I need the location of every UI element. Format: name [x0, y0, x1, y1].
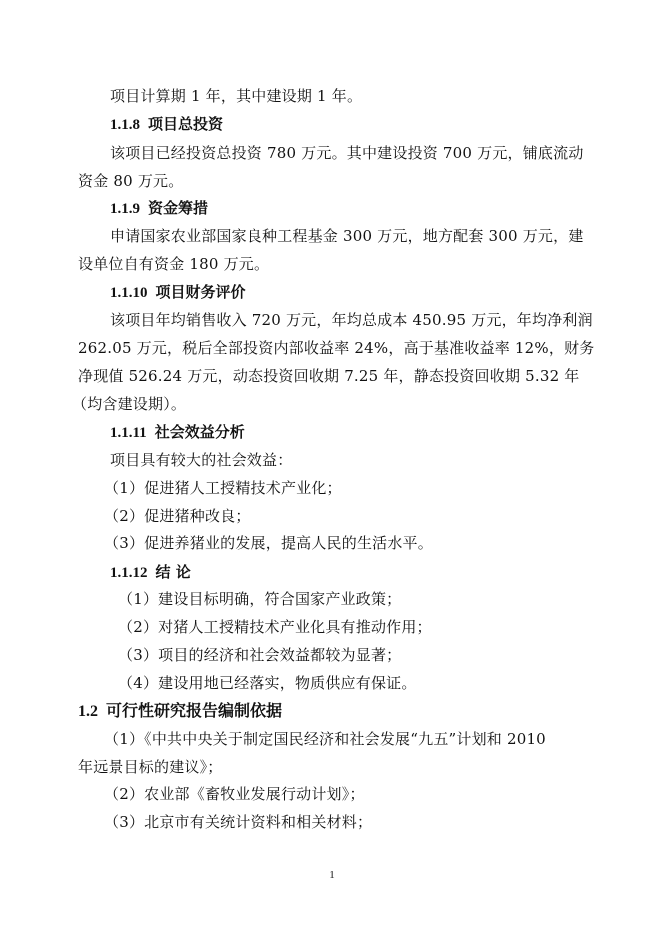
- section-title: 结 论: [155, 563, 191, 581]
- section-number: 1.1.9: [110, 201, 140, 217]
- section-title: 项目财务评价: [155, 283, 246, 301]
- paragraph-line: 资金 80 万元。: [78, 172, 184, 190]
- section-heading-1-1-12: [110, 562, 191, 583]
- calc-period-text: 项目计算期 1 年，其中建设期 1 年。: [110, 87, 363, 105]
- section-number: 1.1.11: [110, 425, 147, 441]
- paragraph-line: 申请国家农业部国家良种工程基金 300 万元，地方配套 300 万元，建: [110, 227, 584, 245]
- section-heading-1-2: [78, 701, 282, 722]
- list-item: （4）建设用地已经落实，物质供应有保证。: [118, 674, 417, 692]
- section-title: 项目总投资: [148, 115, 224, 133]
- list-item: （3）北京市有关统计资料和相关材料；: [104, 813, 373, 831]
- section-title: 社会效益分析: [154, 423, 245, 441]
- paragraph-line: 净现值 526.24 万元，动态投资回收期 7.25 年，静态投资回收期 5.32 年: [78, 367, 580, 385]
- list-item: （2）对猪人工授精技术产业化具有推动作用；: [118, 618, 432, 636]
- paragraph-line: 项目具有较大的社会效益：: [110, 451, 293, 469]
- paragraph-line: 该项目年均销售收入 720 万元，年均总成本 450.95 万元，年均净利润: [110, 311, 593, 329]
- list-item: （3）促进养猪业的发展，提高人民的生活水平。: [104, 534, 433, 552]
- section-heading-1-1-9: [110, 198, 208, 219]
- section-number: 1.2: [78, 703, 98, 720]
- list-item: （2）农业部《畜牧业发展行动计划》；: [104, 785, 365, 803]
- section-number: 1.1.10: [110, 285, 148, 301]
- list-item: （2）促进猪种改良；: [104, 507, 251, 525]
- list-item: （3）项目的经济和社会效益都较为显著；: [118, 646, 402, 664]
- page-number: 1: [329, 869, 335, 881]
- paragraph-line: 设单位自有资金 180 万元。: [78, 255, 270, 273]
- section-number: 1.1.12: [110, 565, 148, 581]
- section-heading-1-1-10: [110, 282, 246, 303]
- section-title: 可行性研究报告编制依据: [106, 701, 283, 720]
- list-item: （1）促进猪人工授精技术产业化；: [104, 479, 342, 497]
- paragraph-line: （均含建设期）。: [72, 395, 187, 413]
- paragraph-line: 该项目已经投资总投资 780 万元。其中建设投资 700 万元，铺底流动: [110, 144, 584, 162]
- list-item: （1）《中共中央关于制定国民经济和社会发展“九五”计划和 2010: [104, 730, 546, 748]
- list-item: （1）建设目标明确，符合国家产业政策；: [118, 590, 402, 608]
- paragraph-line: 262.05 万元，税后全部投资内部收益率 24%，高于基准收益率 12%，财务: [78, 339, 595, 357]
- section-number: 1.1.8: [110, 117, 140, 133]
- section-title: 资金筹措: [148, 199, 209, 217]
- paragraph-line: 年远景目标的建议》；: [78, 758, 223, 776]
- section-heading-1-1-8: [110, 114, 223, 135]
- section-heading-1-1-11: [110, 422, 245, 443]
